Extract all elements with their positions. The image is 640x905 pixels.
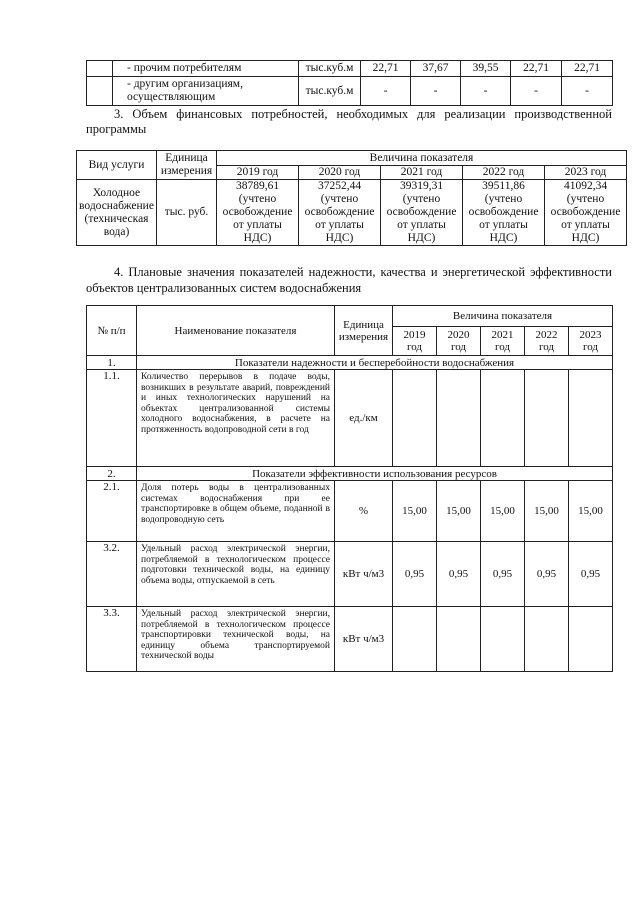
unit-cell: тыс.куб.м <box>299 61 361 77</box>
value-cell: 15,00 <box>481 481 525 542</box>
value-cell <box>569 607 613 672</box>
value-cell: 15,00 <box>525 481 569 542</box>
year-header: 2020 год <box>299 166 381 180</box>
row-num: 3.3. <box>87 607 137 672</box>
indicator-name: Удельный расход электрической энергии, потребляемой в технологическом процессе подготовки технической воды, на единицу объема воды, отпускаемой в сеть <box>137 542 335 607</box>
value-cell <box>545 180 627 246</box>
service-header: Вид услуги <box>77 151 157 180</box>
section-num: 2. <box>87 467 137 481</box>
value-cell: 0,95 <box>525 542 569 607</box>
unit-cell: кВт ч/м3 <box>335 607 393 672</box>
amount: 37252,44 <box>317 180 362 192</box>
table-row <box>87 607 613 672</box>
value-cell <box>481 370 525 467</box>
amount: 41092,34 <box>563 180 608 192</box>
unit-cell: тыс.куб.м <box>299 77 361 106</box>
unit-header: Единица измерения <box>335 306 393 356</box>
table-header-row <box>87 306 613 327</box>
value-cell: 15,00 <box>437 481 481 542</box>
year-header: 2020 год <box>437 327 481 356</box>
value-cell: 0,95 <box>393 542 437 607</box>
num-cell <box>87 61 113 77</box>
value-cell: 22,71 <box>562 61 613 77</box>
row-num: 3.2. <box>87 542 137 607</box>
table-header-row <box>77 151 627 166</box>
value-cell: 0,95 <box>437 542 481 607</box>
financial-needs-table <box>76 150 627 246</box>
indicators-table <box>86 305 613 672</box>
value-cell: 15,00 <box>393 481 437 542</box>
value-cell <box>381 180 463 246</box>
value-cell <box>393 370 437 467</box>
year-header: 2023 год <box>569 327 613 356</box>
indicator-name: Удельный расход электрической энергии, потребляемой в технологическом процессе транспортировки технической воды, на единицу объема транспортируемой технической воды <box>137 607 335 672</box>
value-cell: - <box>361 77 411 106</box>
year-header: 2019 год <box>393 327 437 356</box>
table-row <box>77 180 627 246</box>
vat-note: (учтено освобождение от уплаты НДС) <box>386 193 457 244</box>
unit-cell: ед./км <box>335 370 393 467</box>
table-row <box>87 481 613 542</box>
value-cell: 39,55 <box>461 61 511 77</box>
value-cell: - <box>511 77 562 106</box>
table-row <box>87 77 613 106</box>
row-num: 1.1. <box>87 370 137 467</box>
amount: 39319,31 <box>399 180 444 192</box>
vat-note: (учтено освобождение от уплаты НДС) <box>304 193 375 244</box>
name-header: Наименование показателя <box>137 306 335 356</box>
year-header: 2023 год <box>545 166 627 180</box>
table-row <box>87 61 613 77</box>
service-cell: Холодное водоснабжение (техническая вода) <box>77 180 157 246</box>
value-cell <box>463 180 545 246</box>
table-row <box>87 542 613 607</box>
section-num: 1. <box>87 356 137 370</box>
section-row <box>87 467 613 481</box>
section-row <box>87 356 613 370</box>
unit-header: Единица измерения <box>157 151 217 180</box>
row-num: 2.1. <box>87 481 137 542</box>
value-cell <box>217 180 299 246</box>
amount: 38789,61 <box>235 180 280 192</box>
value-cell: 0,95 <box>569 542 613 607</box>
value-cell <box>437 370 481 467</box>
num-header: № п/п <box>87 306 137 356</box>
value-cell: - <box>411 77 461 106</box>
value-cell: - <box>562 77 613 106</box>
value-cell: - <box>461 77 511 106</box>
value-header: Величина показателя <box>217 151 627 166</box>
table-row <box>87 370 613 467</box>
value-cell <box>299 180 381 246</box>
value-header: Величина показателя <box>393 306 613 327</box>
vat-note: (учтено освобождение от уплаты НДС) <box>222 193 293 244</box>
value-cell <box>393 607 437 672</box>
row-label: - прочим потребителям <box>113 61 299 77</box>
section-4-heading: 4. Плановые значения показателей надежности, качества и энергетической эффективности объектов централизованных систем водоснабжения <box>86 265 612 295</box>
section-title: Показатели эффективности использования ресурсов <box>137 467 613 481</box>
value-cell <box>525 607 569 672</box>
amount: 39511,86 <box>482 180 525 192</box>
unit-cell: кВт ч/м3 <box>335 542 393 607</box>
value-cell <box>525 370 569 467</box>
value-cell: 37,67 <box>411 61 461 77</box>
indicator-name: Количество перерывов в подаче воды, возникших в результате аварий, повреждений и иных технологических нарушений на объектах централизованной системы холодного водоснабжения, в расчете на протяженность водопроводной сети в год <box>137 370 335 467</box>
year-header: 2019 год <box>217 166 299 180</box>
unit-cell: % <box>335 481 393 542</box>
value-cell <box>481 607 525 672</box>
value-cell <box>569 370 613 467</box>
vat-note: (учтено освобождение от уплаты НДС) <box>468 193 539 244</box>
row-label: - другим организациям, осуществляющим <box>113 77 299 106</box>
consumption-table <box>86 60 613 106</box>
year-header: 2021 год <box>381 166 463 180</box>
value-cell: 15,00 <box>569 481 613 542</box>
value-cell <box>437 607 481 672</box>
value-cell: 0,95 <box>481 542 525 607</box>
year-header: 2021 год <box>481 327 525 356</box>
year-header: 2022 год <box>463 166 545 180</box>
value-cell: 22,71 <box>511 61 562 77</box>
section-3-heading: 3. Объем финансовых потребностей, необходимых для реализации производственной программы <box>86 107 612 136</box>
vat-note: (учтено освобождение от уплаты НДС) <box>550 193 621 244</box>
indicator-name: Доля потерь воды в централизованных системах водоснабжения при ее транспортировке в общем объеме, поданной в водопроводную сеть <box>137 481 335 542</box>
section-title: Показатели надежности и бесперебойности водоснабжения <box>137 356 613 370</box>
unit-cell: тыс. руб. <box>157 180 217 246</box>
year-header: 2022 год <box>525 327 569 356</box>
value-cell: 22,71 <box>361 61 411 77</box>
num-cell <box>87 77 113 106</box>
